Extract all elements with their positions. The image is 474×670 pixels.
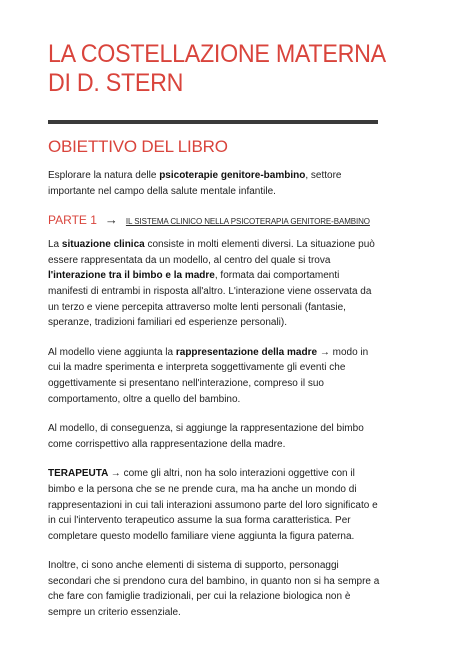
intro-paragraph bbox=[48, 168, 380, 199]
paragraph-rappresentazione-madre bbox=[48, 345, 380, 407]
document-title bbox=[48, 40, 386, 98]
p4-bold-1: TERAPEUTA bbox=[48, 468, 108, 480]
p2-text-1: Al modello viene aggiunta la bbox=[48, 346, 176, 358]
intro-text-2: , settore importante nel campo della salute mentale infantile. bbox=[48, 170, 342, 197]
title-divider bbox=[48, 120, 378, 124]
paragraph-situazione-clinica bbox=[48, 237, 380, 331]
p4-text-1: come gli altri, non ha solo interazioni oggettive con il bimbo e la persona che se ne prende cura, ma ha anche un mondo di rappresentazioni in cui tali interazioni assumono parte del loro significato e in cui l'intervento terapeutico assume la sua forma caratteristica. Per completare questo modello familiare viene aggiunta la figura paterna. bbox=[48, 468, 378, 542]
paragraph-sistema-supporto bbox=[48, 558, 380, 620]
title-line-2: DI D. STERN bbox=[48, 69, 184, 97]
p1-bold-1: situazione clinica bbox=[61, 239, 145, 251]
p1-text-2: consiste in molti elementi diversi. La situazione può essere rappresentata da un modello, al centro del quale si trova bbox=[48, 239, 375, 266]
p2-text-2: modo in cui la madre sperimenta e interpreta soggettivamente gli eventi che oggettivamente si presentano nell'interazione, compreso il suo comportamento, oltre a quello del bambino. bbox=[48, 346, 369, 405]
part-title: IL SISTEMA CLINICO NELLA PSICOTERAPIA GENITORE-BAMBINO bbox=[125, 217, 370, 227]
p2-bold-1: rappresentazione della madre bbox=[175, 346, 318, 358]
p3-text-1: Al modello, di conseguenza, si aggiunge la rappresentazione del bimbo come corrispettivo alla rappresentazione della madre. bbox=[48, 423, 364, 450]
arrow-right-icon: → bbox=[104, 212, 118, 228]
section-heading: OBIETTIVO DEL LIBRO bbox=[48, 137, 228, 156]
arrow-right-icon: → bbox=[108, 468, 124, 480]
paragraph-rappresentazione-bimbo bbox=[48, 421, 380, 452]
intro-text-1: Esplorare la natura delle bbox=[48, 170, 160, 181]
part-label: PARTE 1 bbox=[48, 213, 97, 228]
p1-bold-2: l'interazione tra il bimbo e la madre bbox=[48, 270, 215, 282]
part-heading bbox=[48, 212, 380, 227]
p1-text-1: La bbox=[48, 239, 62, 251]
p1-text-3: , formata dai comportamenti manifesti di entrambi in risposta all'altro. L'interazione viene osservata da un terzo e viene percepita attraverso molte lenti personali (fantasie, speranze, tradizioni familiari ed esperienze personali). bbox=[48, 270, 372, 329]
document-page bbox=[48, 40, 386, 621]
arrow-right-icon: → bbox=[317, 346, 333, 358]
intro-bold-1: psicoterapie genitore-bambino bbox=[159, 170, 306, 181]
title-line-1: LA COSTELLAZIONE MATERNA bbox=[48, 40, 386, 68]
p5-text-1: Inoltre, ci sono anche elementi di sistema di supporto, personaggi secondari che si prendono cura del bambino, in quanto non si ha sempre a che fare con famiglie tradizionali, per cui la relazione biologica non è sempre un criterio essenziale. bbox=[48, 560, 380, 619]
paragraph-terapeuta bbox=[48, 466, 380, 544]
